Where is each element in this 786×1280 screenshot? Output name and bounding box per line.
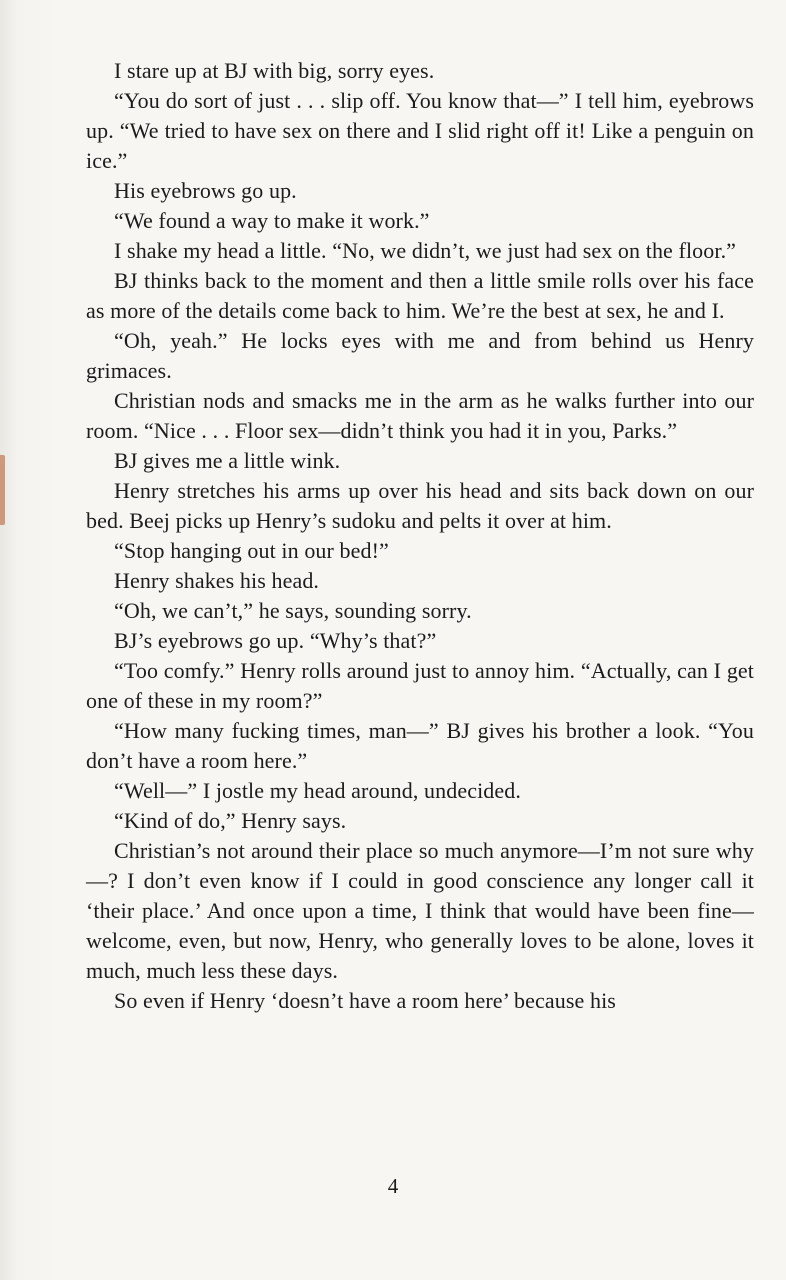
paragraph: Christian’s not around their place so much anymore—I’m not sure why—? I don’t even know if I could in good conscience any longer call it ‘their place.’ And once upon a time, I think that would have been fine—welcome, even, but now, Henry, who generally loves to be alone, loves it much, much less these days. bbox=[86, 838, 754, 983]
page-number: 4 bbox=[387, 1174, 399, 1198]
paragraph: Henry stretches his arms up over his head and sits back down on our bed. Beej picks up Henry’s sudoku and pelts it over at him. bbox=[86, 478, 754, 533]
paragraph: “Well—” I jostle my head around, undecided. bbox=[114, 778, 521, 803]
page-edge-tab bbox=[0, 455, 5, 525]
paragraph: BJ’s eyebrows go up. “Why’s that?” bbox=[114, 628, 437, 653]
body-text bbox=[86, 56, 754, 1016]
paragraph: I shake my head a little. “No, we didn’t, we just had sex on the floor.” bbox=[114, 238, 737, 263]
paragraph: Henry shakes his head. bbox=[114, 568, 320, 593]
paragraph: “Oh, we can’t,” he says, sounding sorry. bbox=[114, 598, 472, 623]
paragraph: So even if Henry ‘doesn’t have a room here’ because his bbox=[114, 988, 616, 1013]
paragraph: I stare up at BJ with big, sorry eyes. bbox=[114, 58, 435, 83]
paragraph: “Oh, yeah.” He locks eyes with me and from behind us Henry grimaces. bbox=[86, 328, 754, 383]
paragraph: “We found a way to make it work.” bbox=[114, 208, 430, 233]
paragraph: “Stop hanging out in our bed!” bbox=[114, 538, 389, 563]
paragraph: “How many fucking times, man—” BJ gives his brother a look. “You don’t have a room here.” bbox=[86, 718, 754, 773]
paragraph: “Kind of do,” Henry says. bbox=[114, 808, 347, 833]
paragraph: BJ thinks back to the moment and then a little smile rolls over his face as more of the details come back to him. We’re the best at sex, he and I. bbox=[86, 268, 754, 323]
paragraph: His eyebrows go up. bbox=[114, 178, 297, 203]
paragraph: BJ gives me a little wink. bbox=[114, 448, 341, 473]
paragraph: Christian nods and smacks me in the arm as he walks further into our room. “Nice . . . Floor sex—didn’t think you had it in you, Parks.” bbox=[86, 388, 754, 443]
paragraph: “You do sort of just . . . slip off. You know that—” I tell him, eyebrows up. “We tried to have sex on there and I slid right off it! Like a penguin on ice.” bbox=[86, 88, 754, 173]
paragraph: “Too comfy.” Henry rolls around just to annoy him. “Actually, can I get one of these in my room?” bbox=[86, 658, 754, 713]
